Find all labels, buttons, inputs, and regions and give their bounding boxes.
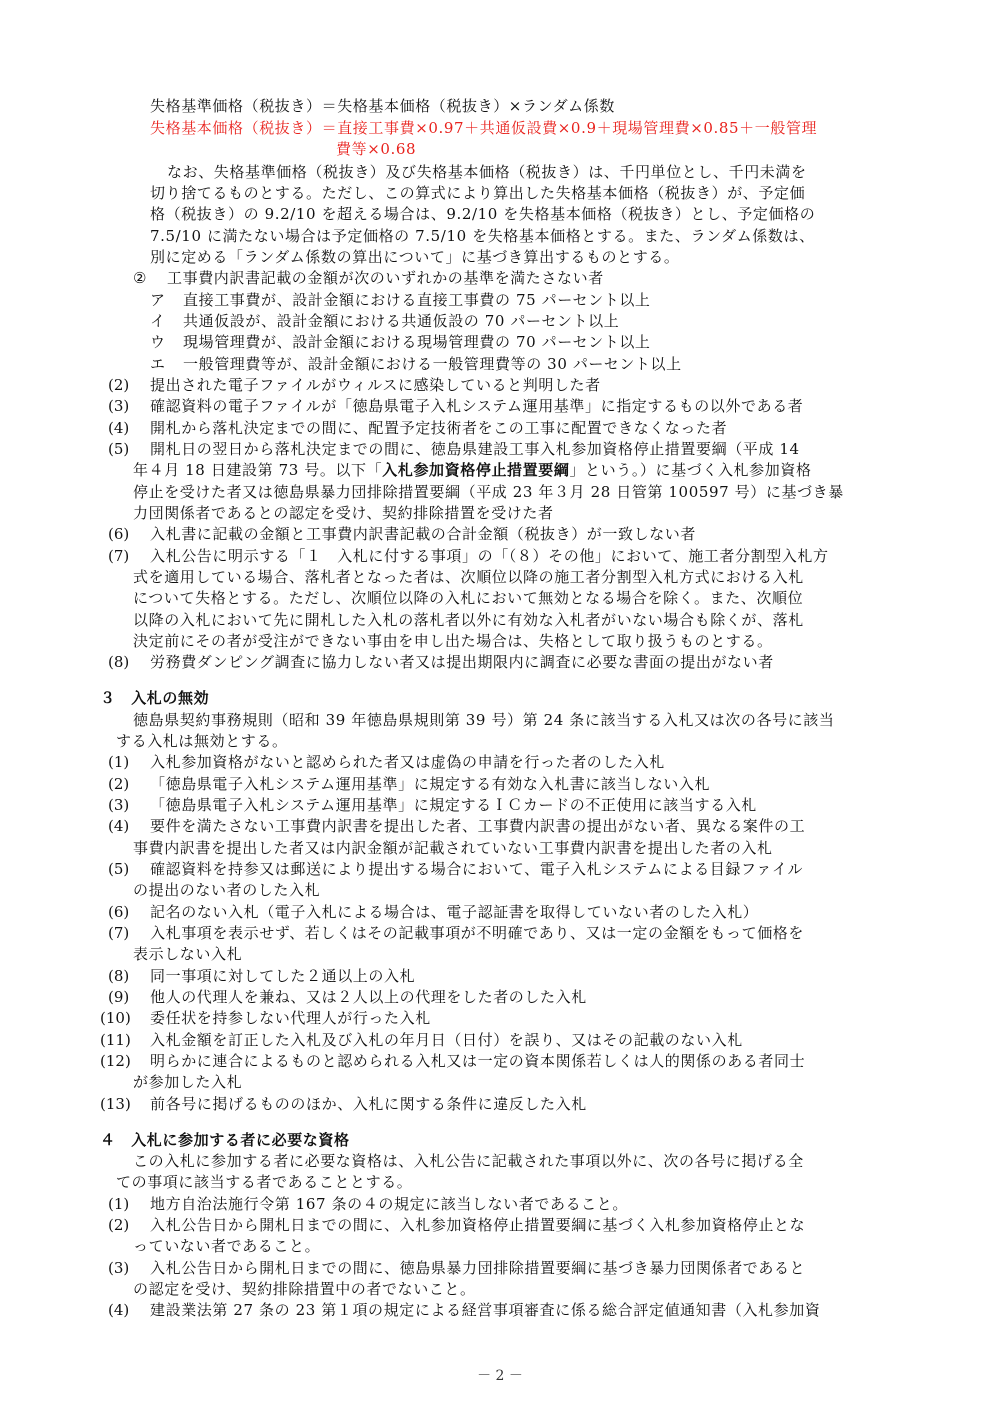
list-number: (6) — [108, 903, 130, 921]
list-item-text: 式を適用している場合、落札者となった者は、次順位以降の施工者分割型入札方式における入札 — [133, 568, 804, 586]
page-number: － 2 － — [477, 1368, 523, 1384]
list-item-text: 表示しない入札 — [133, 945, 243, 963]
list-item-text: の提出のない者のした入札 — [133, 881, 321, 899]
list-number: (8) — [108, 653, 130, 671]
note-line: 切り捨てるものとする。ただし、この算式により算出した失格基本価格（税抜き）が、予定価 — [150, 184, 806, 202]
sub-item-text: 現場管理費が、設計金額における現場管理費の 70 パーセント以上 — [183, 333, 651, 351]
list-item-text: 停止を受けた者又は徳島県暴力団排除措置要綱（平成 23 年３月 28 日管第 100597 号）に基づき暴 — [133, 483, 844, 501]
list-number: (1) — [108, 753, 130, 771]
list-number: (10) — [100, 1009, 131, 1027]
sub-marker: ウ — [150, 333, 166, 351]
list-number: (2) — [108, 1216, 130, 1234]
list-item-text: 「徳島県電子入札システム運用基準」に規定する有効な入札書に該当しない入札 — [150, 775, 711, 793]
list-number: (8) — [108, 967, 130, 985]
list-item-text-mixed — [133, 460, 812, 480]
list-number: (4) — [108, 419, 130, 437]
sub-item-text: 直接工事費が、設計金額における直接工事費の 75 パーセント以上 — [183, 291, 651, 309]
list-number: (4) — [108, 817, 130, 835]
section-heading: ３ 入札の無効 — [100, 689, 210, 707]
section-intro: する入札は無効とする。 — [116, 732, 288, 750]
list-item-text: 前各号に掲げるもののほか、入札に関する条件に違反した入札 — [150, 1095, 587, 1113]
list-item-text: 確認資料を持参又は郵送により提出する場合において、電子入札システムによる目録ファイル — [150, 860, 804, 878]
list-item-text: 記名のない入札（電子入札による場合は、電子認証書を取得していない者のした入札） — [150, 903, 759, 921]
list-item-text: 同一事項に対してした２通以上の入札 — [150, 967, 416, 985]
sub-item-text: 共通仮設が、設計金額における共通仮設の 70 パーセント以上 — [183, 312, 620, 330]
list-number: (12) — [100, 1052, 131, 1070]
section-heading: ４ 入札に参加する者に必要な資格 — [100, 1131, 350, 1149]
list-number: (9) — [108, 988, 130, 1006]
list-item-text: 事費内訳書を提出した者又は内訳金額が記載されていない工事費内訳書を提出した者の入札 — [133, 839, 773, 857]
list-number: (6) — [108, 525, 130, 543]
list-number: (3) — [108, 1259, 130, 1277]
note-line: 7.5/10 に満たない場合は予定価格の 7.5/10 を失格基本価格とする。また、ランダム係数は、 — [150, 227, 815, 245]
text-run: 」という。）に基づく入札参加資格 — [569, 461, 812, 479]
list-number: (2) — [108, 775, 130, 793]
list-item-text: 決定前にその者が受注ができない事由を申し出た場合は、失格として取り扱うものとする。 — [133, 632, 773, 650]
list-number: (7) — [108, 924, 130, 942]
list-item-text: 入札金額を訂正した入札及び入札の年月日（日付）を誤り、又はその記載のない入札 — [150, 1031, 743, 1049]
list-item-text: 入札書に記載の金額と工事費内訳書記載の合計金額（税抜き）が一致しない者 — [150, 525, 697, 543]
sub-marker: ア — [150, 291, 166, 309]
section-intro: ての事項に該当する者であることとする。 — [116, 1173, 413, 1191]
list-item-text: が参加した入札 — [133, 1073, 243, 1091]
list-item-text: 明らかに連合によるものと認められる入札又は一定の資本関係若しくは人的関係のある者同士 — [150, 1052, 806, 1070]
list-item-text: 開札日の翌日から落札決定までの間に、徳島県建設工事入札参加資格停止措置要綱（平成 14 — [150, 440, 800, 458]
list-marker: ② — [133, 269, 147, 287]
list-item-text: 建設業法第 27 条の 23 第１項の規定による経営事項審査に係る総合評定値通知書（入札参加資 — [150, 1301, 821, 1319]
sub-marker: イ — [150, 312, 166, 330]
list-item-text: 労務費ダンピング調査に協力しない者又は提出期限内に調査に必要な書面の提出がない者 — [150, 653, 774, 671]
list-item-text: 力団関係者であるとの認定を受け、契約排除措置を受けた者 — [133, 504, 554, 522]
list-number: (11) — [100, 1031, 131, 1049]
list-item-text: 提出された電子ファイルがウィルスに感染していると判明した者 — [150, 376, 601, 394]
note-line: なお、失格基準価格（税抜き）及び失格基本価格（税抜き）は、千円単位とし、千円未満を — [167, 163, 807, 181]
list-item-text: 開札から落札決定までの間に、配置予定技術者をこの工事に配置できなくなった者 — [150, 419, 728, 437]
sub-marker: エ — [150, 355, 166, 373]
list-item-text: の認定を受け、契約排除措置中の者でないこと。 — [133, 1280, 476, 1298]
list-item-text: 入札公告に明示する「１ 入札に付する事項」の「（８）その他」において、施工者分割型入札方 — [150, 547, 829, 565]
note-line: 格（税抜き）の 9.2/10 を超える場合は、9.2/10 を失格基本価格（税抜き）とし、予定価格の — [150, 205, 816, 223]
list-number: (3) — [108, 796, 130, 814]
text-run: 年４月 18 日建設第 73 号。以下「 — [133, 461, 383, 479]
list-number: (4) — [108, 1301, 130, 1319]
list-number: (5) — [108, 440, 130, 458]
list-item-text: 確認資料の電子ファイルが「徳島県電子入札システム運用基準」に指定するもの以外である者 — [150, 397, 804, 415]
list-item-text: 「徳島県電子入札システム運用基準」に規定するＩＣカードの不正使用に該当する入札 — [150, 796, 757, 814]
list-item-text: 入札参加資格がないと認められた者又は虚偽の申請を行った者のした入札 — [150, 753, 665, 771]
note-line: 別に定める「ランダム係数の算出について」に基づき算出するものとする。 — [150, 248, 680, 266]
list-item-text: 地方自治法施行令第 167 条の４の規定に該当しない者であること。 — [150, 1195, 628, 1213]
list-item-text: 委任状を持参しない代理人が行った入札 — [150, 1009, 431, 1027]
list-number: (7) — [108, 547, 130, 565]
list-number: (3) — [108, 397, 130, 415]
formula-line-red: 失格基本価格（税抜き）＝直接工事費×0.97＋共通仮設費×0.9＋現場管理費×0.85＋一般管理 — [150, 119, 818, 137]
bold-term: 入札参加資格停止措置要綱 — [382, 461, 570, 479]
formula-line: 失格基準価格（税抜き）＝失格基本価格（税抜き）×ランダム係数 — [150, 97, 615, 115]
formula-line-red-cont: 費等×0.68 — [336, 140, 417, 158]
list-item-text: 以降の入札において先に開札した入札の落札者以外に有効な入札者がいない場合も除くが、落札 — [133, 611, 804, 629]
list-number: (1) — [108, 1195, 130, 1213]
list-number: (2) — [108, 376, 130, 394]
list-item-text: 入札公告日から開札日までの間に、入札参加資格停止措置要綱に基づく入札参加資格停止とな — [150, 1216, 806, 1234]
list-item-text: について失格とする。ただし、次順位以降の入札において無効となる場合を除く。また、次順位 — [133, 589, 804, 607]
sub-item-text: 一般管理費等が、設計金額における一般管理費等の 30 パーセント以上 — [183, 355, 682, 373]
list-number: (5) — [108, 860, 130, 878]
section-intro: この入札に参加する者に必要な資格は、入札公告に記載された事項以外に、次の各号に掲げる全 — [133, 1152, 804, 1170]
list-item-text: 要件を満たさない工事費内訳書を提出した者、工事費内訳書の提出がない者、異なる案件の工 — [150, 817, 806, 835]
list-number: (13) — [100, 1095, 131, 1113]
list-item-text: 工事費内訳書記載の金額が次のいずれかの基準を満たさない者 — [167, 269, 604, 287]
list-item-text: 入札公告日から開札日までの間に、徳島県暴力団排除措置要綱に基づき暴力団関係者であると — [150, 1259, 806, 1277]
section-intro: 徳島県契約事務規則（昭和 39 年徳島県規則第 39 号）第 24 条に該当する入札又は次の各号に該当 — [133, 711, 835, 729]
list-item-text: 他人の代理人を兼ね、又は２人以上の代理をした者のした入札 — [150, 988, 587, 1006]
list-item-text: 入札事項を表示せず、若しくはその記載事項が不明確であり、又は一定の金額をもって価格を — [150, 924, 805, 942]
list-item-text: っていない者であること。 — [133, 1237, 321, 1255]
